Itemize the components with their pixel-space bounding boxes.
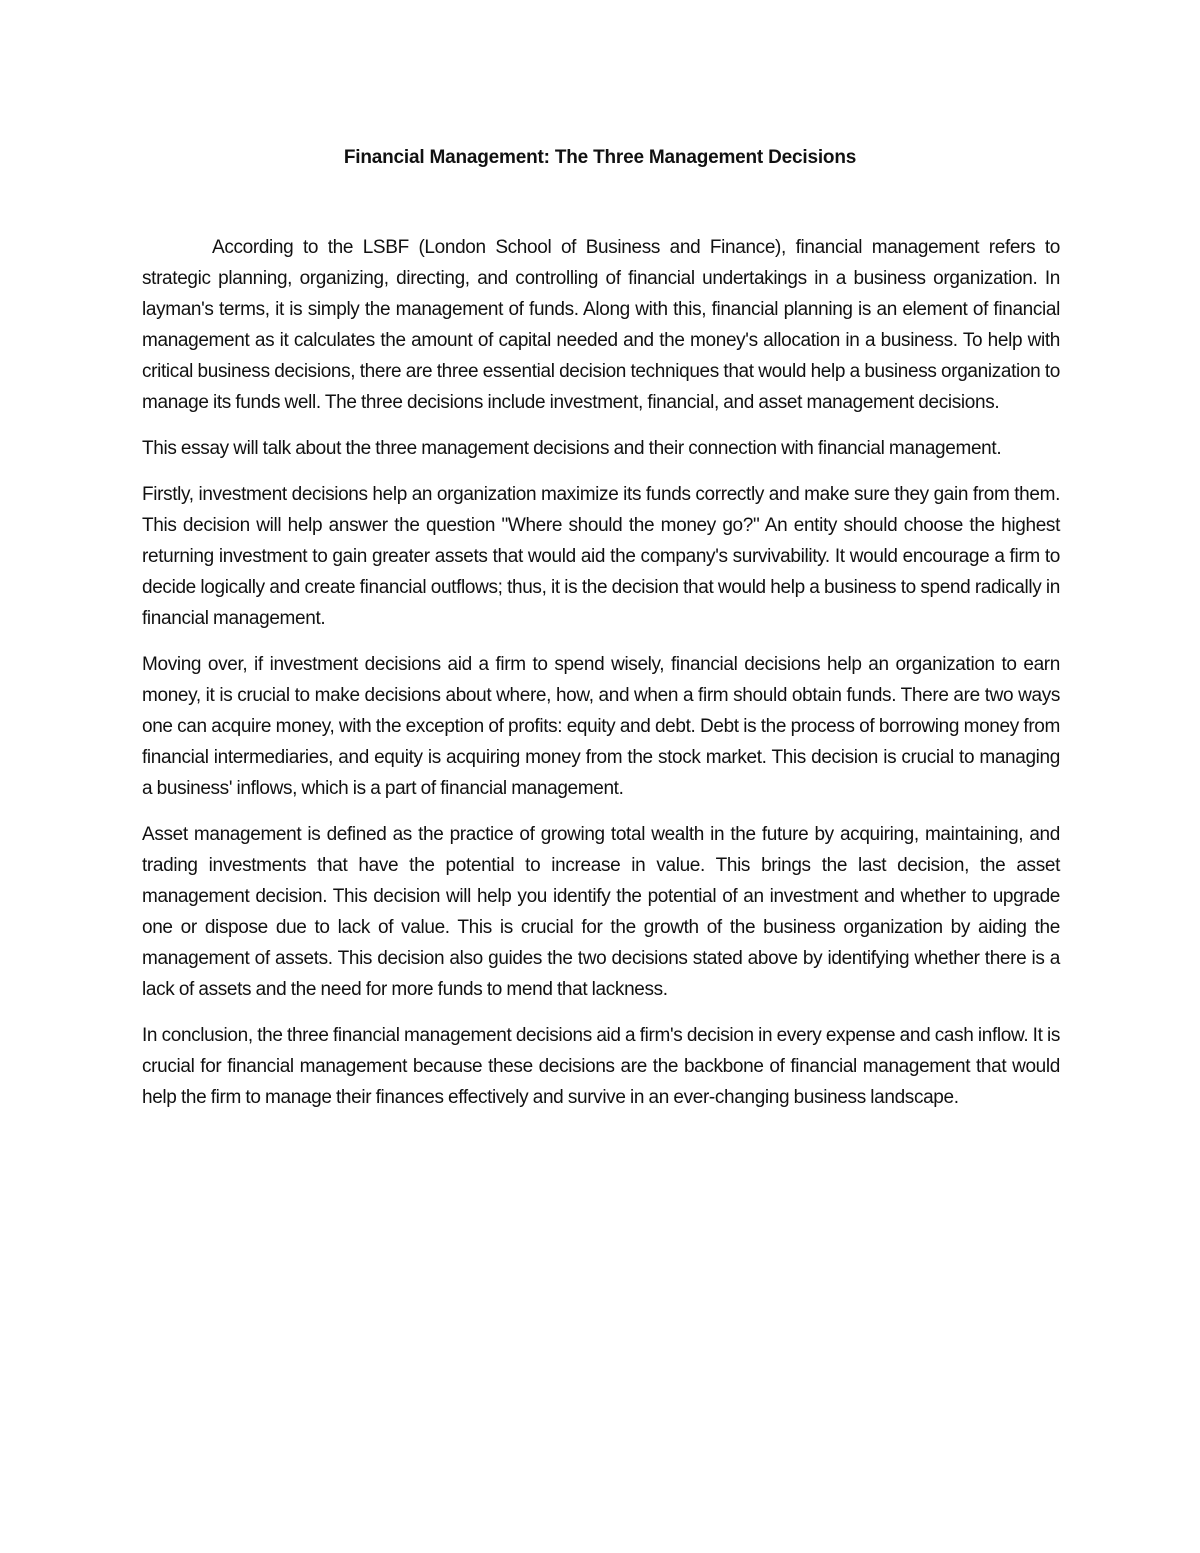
paragraph-introduction: According to the LSBF (London School of Business and Finance), financial management refers to strategic planning, organizing, directing, and controlling of financial undertakings in a business organization. In layman's terms, it is simply the management of funds. Along with this, financial planning is an element of financial management as it calculates the amount of capital needed and the money's allocation in a business. To help with critical business decisions, there are three essential decision techniques that would help a business organization to manage its funds well. The three decisions include investment, financial, and asset management decisions. <box>142 237 1060 413</box>
paragraph-financial-decisions: Moving over, if investment decisions aid a firm to spend wisely, financial decisions help an organization to earn money, it is crucial to make decisions about where, how, and when a firm should obtain funds. There are two ways one can acquire money, with the exception of profits: equity and debt. Debt is the process of borrowing money from financial intermediaries, and equity is acquiring money from the stock market. This decision is crucial to managing a business' inflows, which is a part of financial management. <box>142 654 1060 799</box>
paragraph-conclusion: In conclusion, the three financial management decisions aid a firm's decision in every expense and cash inflow. It is crucial for financial management because these decisions are the backbone of financial management that would help the firm to manage their finances effectively and survive in an ever-changing business landscape. <box>142 1025 1060 1108</box>
paragraph-investment-decisions: Firstly, investment decisions help an organization maximize its funds correctly and make sure they gain from them. This decision will help answer the question "Where should the money go?" An entity should choose the highest returning investment to gain greater assets that would aid the company's survivability. It would encourage a firm to decide logically and create financial outflows; thus, it is the decision that would help a business to spend radically in financial management. <box>142 484 1060 629</box>
document-title: Financial Management: The Three Management Decisions <box>343 147 857 168</box>
document-body <box>142 232 1060 1128</box>
paragraph-thesis: This essay will talk about the three management decisions and their connection with financial management. <box>142 438 1002 459</box>
paragraph-asset-management-decisions: Asset management is defined as the practice of growing total wealth in the future by acquiring, maintaining, and trading investments that have the potential to increase in value. This brings the last decision, the asset management decision. This decision will help you identify the potential of an investment and whether to upgrade one or dispose due to lack of value. This is crucial for the growth of the business organization by aiding the management of assets. This decision also guides the two decisions stated above by identifying whether there is a lack of assets and the need for more funds to mend that lackness. <box>142 824 1060 1000</box>
